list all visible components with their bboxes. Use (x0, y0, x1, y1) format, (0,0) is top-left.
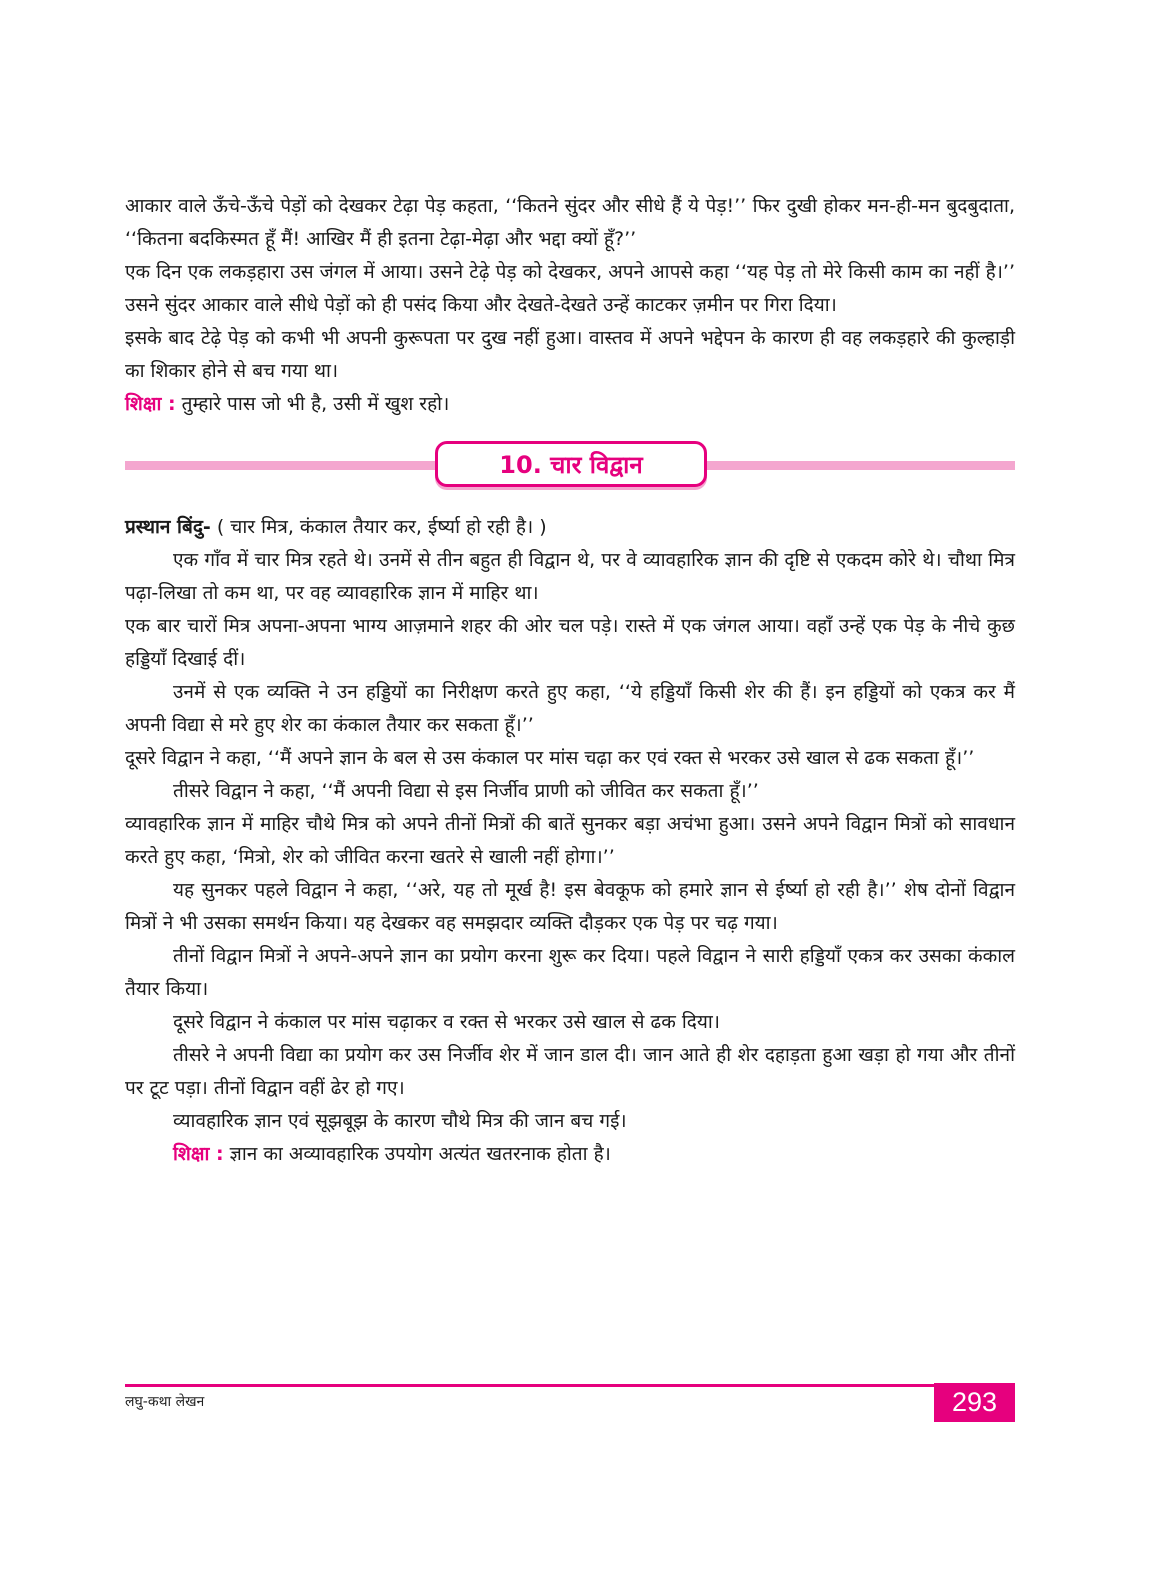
page-content (125, 190, 1015, 1171)
moral-label: शिक्षा : (173, 1143, 224, 1165)
story-paragraph: व्यावहारिक ज्ञान एवं सूझबूझ के कारण चौथे मित्र की जान बच गई। (173, 1110, 627, 1132)
story-moral (125, 1138, 1015, 1171)
footer-section-label: लघु-कथा लेखन (125, 1394, 205, 1410)
story-paragraph: तीसरे विद्वान ने कहा, ‘‘मैं अपनी विद्या से इस निर्जीव प्राणी को जीवित कर सकता हूँ।’’ (173, 780, 759, 802)
story-paragraph: तीनों विद्वान मित्रों ने अपने-अपने ज्ञान का प्रयोग करना शुरू कर दिया। पहले विद्वान ने सारी हड्डियाँ एकत्र कर उसका कंकाल तैयार किया। (125, 945, 1015, 1000)
starting-points-label: प्रस्थान बिंदु- (125, 516, 211, 538)
story-paragraph: एक गाँव में चार मित्र रहते थे। उनमें से तीन बहुत ही विद्वान थे, पर वे व्यावहारिक ज्ञान की दृष्टि से एकदम कोरे थे। चौथा मित्र पढ़ा-लिखा तो कम था, पर वह व्यावहारिक ज्ञान में माहिर था। (125, 549, 1015, 604)
story-paragraph: एक बार चारों मित्र अपना-अपना भाग्य आज़माने शहर की ओर चल पड़े। रास्ते में एक जंगल आया। वहाँ उन्हें एक पेड़ के नीचे कुछ हड्डियाँ दिखाई दीं। (125, 615, 1015, 670)
prev-story-moral (125, 388, 1015, 421)
story-paragraph: दूसरे विद्वान ने कहा, ‘‘मैं अपने ज्ञान के बल से उस कंकाल पर मांस चढ़ा कर एवं रक्त से भरकर उसे खाल से ढक सकता हूँ।’’ (125, 747, 975, 769)
moral-text: ज्ञान का अव्यावहारिक उपयोग अत्यंत खतरनाक होता है। (223, 1143, 611, 1165)
story-paragraph: यह सुनकर पहले विद्वान ने कहा, ‘‘अरे, यह तो मूर्ख है! इस बेवकूफ को हमारे ज्ञान से ईर्ष्या हो रही है।’’ शेष दोनों विद्वान मित्रों ने भी उसका समर्थन किया। यह देखकर वह समझदार व्यक्ति दौड़कर एक पेड़ पर चढ़ गया। (125, 879, 1015, 934)
story-paragraph: दूसरे विद्वान ने कंकाल पर मांस चढ़ाकर व रक्त से भरकर उसे खाल से ढक दिया। (173, 1011, 721, 1033)
moral-text: तुम्हारे पास जो भी है, उसी में खुश रहो। (175, 393, 450, 415)
prev-story-paragraph: आकार वाले ऊँचे-ऊँचे पेड़ों को देखकर टेढ़ा पेड़ कहता, ‘‘कितने सुंदर और सीधे हैं ये पेड़!’’ फिर दुखी होकर मन-ही-मन बुदबुदाता, ‘‘कितना बदकिस्मत हूँ मैं! आखिर मैं ही इतना टेढ़ा-मेढ़ा और भद्दा क्यों हूँ?’’ (125, 195, 1015, 250)
footer-divider (125, 1384, 1015, 1387)
page-number: 293 (934, 1383, 1015, 1422)
story-paragraph: व्यावहारिक ज्ञान में माहिर चौथे मित्र को अपने तीनों मित्रों की बातें सुनकर बड़ा अचंभा हुआ। उसने अपने विद्वान मित्रों को सावधान करते हुए कहा, ‘मित्रो, शेर को जीवित करना खतरे से खाली नहीं होगा।’’ (125, 813, 1015, 868)
moral-label: शिक्षा : (125, 393, 176, 415)
story-paragraph: उनमें से एक व्यक्ति ने उन हड्डियों का निरीक्षण करते हुए कहा, ‘‘ये हड्डियाँ किसी शेर की हैं। इन हड्डियों को एकत्र कर मैं अपनी विद्या से मरे हुए शेर का कंकाल तैयार कर सकता हूँ।’’ (125, 681, 1015, 736)
prev-story-paragraph: एक दिन एक लकड़हारा उस जंगल में आया। उसने टेढ़े पेड़ को देखकर, अपने आपसे कहा ‘‘यह पेड़ तो मेरे किसी काम का नहीं है।’’ उसने सुंदर आकार वाले सीधे पेड़ों को ही पसंद किया और देखते-देखते उन्हें काटकर ज़मीन पर गिरा दिया। (125, 261, 1015, 316)
story-paragraph: तीसरे ने अपनी विद्या का प्रयोग कर उस निर्जीव शेर में जान डाल दी। जान आते ही शेर दहाड़ता हुआ खड़ा हो गया और तीनों पर टूट पड़ा। तीनों विद्वान वहीं ढेर हो गए। (125, 1044, 1015, 1099)
starting-points-text: ( चार मित्र, कंकाल तैयार कर, ईर्ष्या हो रही है। ) (210, 516, 547, 538)
story-title: 10. चार विद्वान (435, 441, 707, 487)
starting-points (125, 511, 1015, 544)
story-title-banner (125, 439, 1015, 491)
prev-story-paragraph: इसके बाद टेढ़े पेड़ को कभी भी अपनी कुरूपता पर दुख नहीं हुआ। वास्तव में अपने भद्देपन के कारण ही वह लकड़हारे की कुल्हाड़ी का शिकार होने से बच गया था। (125, 327, 1015, 382)
